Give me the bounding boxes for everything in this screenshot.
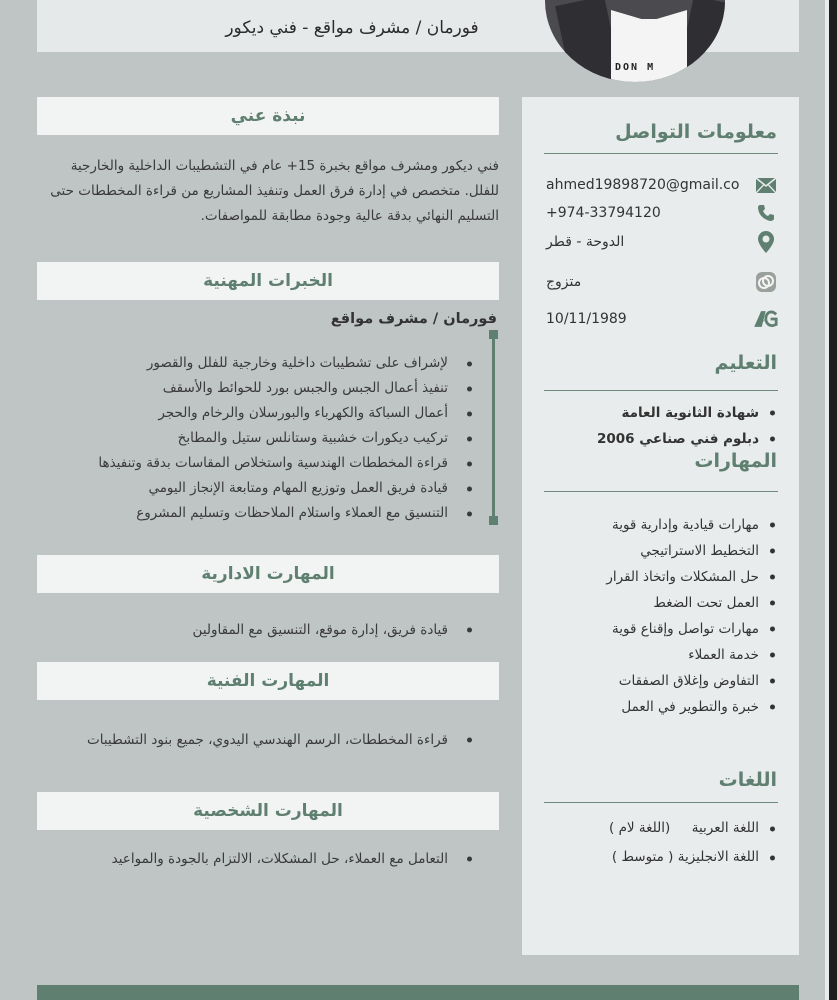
languages-list [609,814,777,872]
about-text: فني ديكور ومشرف مواقع بخبرة 15+ عام في التشطيبات الداخلية والخارجية للفلل. متخصص في إدارة فرق العمل وتنفيذ المشاريع من قراءة المخططات حتى التسليم النهائي بدقة عالية وجودة مطابقة للمواصفات. [50,158,499,224]
education-heading: التعليم [714,352,777,374]
education-list [597,400,777,452]
skills-list [606,512,777,720]
list-item: حل المشكلات واتخاذ القرار [606,564,777,590]
tech-skills-list [87,728,474,752]
list-item: اللغة العربية (اللغة لام ) [609,814,777,843]
contact-email[interactable]: ahmed19898720@gmail.co [546,177,740,193]
list-item: قيادة فريق العمل وتوزيع المهام ومتابعة الإنجاز اليومي [98,476,474,501]
personal-skills-list [112,847,474,871]
skills-heading: المهارات [694,450,777,472]
education-divider [544,390,778,391]
languages-divider [544,802,778,803]
list-item: مهارات قيادية وإدارية قوية [606,512,777,538]
tech-skills-heading: المهارت الفنية [37,662,499,700]
contact-location: الدوحة - قطر [546,234,625,250]
list-item: تركيب ديكورات خشبية وستانلس ستيل والمطابخ [98,426,474,451]
email-icon [754,178,778,193]
contact-email-row [546,173,778,197]
list-item: التخطيط الاستراتيجي [606,538,777,564]
list-item: تنفيذ أعمال الجبس والجبس بورد للحوائط والأسقف [98,376,474,401]
list-item: التفاوض وإغلاق الصفقات [606,668,777,694]
list-item: اللغة الانجليزية ( متوسط ) [609,843,777,872]
job-subtitle: فورمان / مشرف مواقع - فني ديكور [225,18,479,38]
list-item: التعامل مع العملاء، حل المشكلات، الالتزام بالجودة والمواعيد [112,847,474,871]
experience-job-title: فورمان / مشرف مواقع [330,311,497,327]
list-item: شهادة الثانوية العامة [597,400,777,426]
phone-icon [754,204,778,222]
contact-heading: معلومات التواصل [615,121,777,143]
list-item: قيادة فريق، إدارة موقع، التنسيق مع المقاولين [193,618,474,642]
photo-shirt-print: DON M [615,62,656,73]
list-item: التنسيق مع العملاء واستلام الملاحظات وتسليم المشروع [98,501,474,526]
about-heading: نبذة عني [37,97,499,135]
rings-icon [754,270,778,294]
personal-skills-heading: المهارت الشخصية [37,792,499,830]
experience-list [98,351,474,526]
skills-divider [544,491,778,492]
page-edge [829,0,837,1000]
profile-photo [545,0,725,82]
list-item: قراءة المخططات، الرسم الهندسي اليدوي، جميع بنود التشطيبات [87,728,474,752]
list-item: قراءة المخططات الهندسية واستخلاص المقاسات بدقة وتنفيذها [98,451,474,476]
list-item: العمل تحت الضغط [606,590,777,616]
footer-band [37,985,799,1000]
experience-timeline [492,333,495,521]
contact-divider [544,153,778,154]
list-item: لإشراف على تشطيبات داخلية وخارجية للفلل والقصور [98,351,474,376]
languages-heading: اللغات [718,769,777,791]
contact-location-row [546,230,778,254]
list-item: مهارات تواصل وإقناع قوية [606,616,777,642]
contact-marital-row [546,270,778,294]
contact-marital: متزوج [546,274,582,290]
contact-phone[interactable]: +974-33794120 [546,205,661,221]
contact-birthdate: 10/11/1989 [546,311,627,327]
admin-skills-list [193,618,474,642]
location-pin-icon [754,231,778,253]
timeline-end-marker [489,516,498,525]
contact-birthdate-row [546,307,778,331]
timeline-start-marker [489,330,498,339]
admin-skills-heading: المهارت الادارية [37,555,499,593]
contact-phone-row [546,201,778,225]
age-icon [754,310,778,328]
experience-heading: الخبرات المهنية [37,262,499,300]
list-item: دبلوم فني صناعي 2006 [597,426,777,452]
list-item: خدمة العملاء [606,642,777,668]
sidebar-panel [522,97,799,955]
list-item: أعمال السباكة والكهرباء والبورسلان والرخام والحجر [98,401,474,426]
list-item: خبرة والتطوير في العمل [606,694,777,720]
